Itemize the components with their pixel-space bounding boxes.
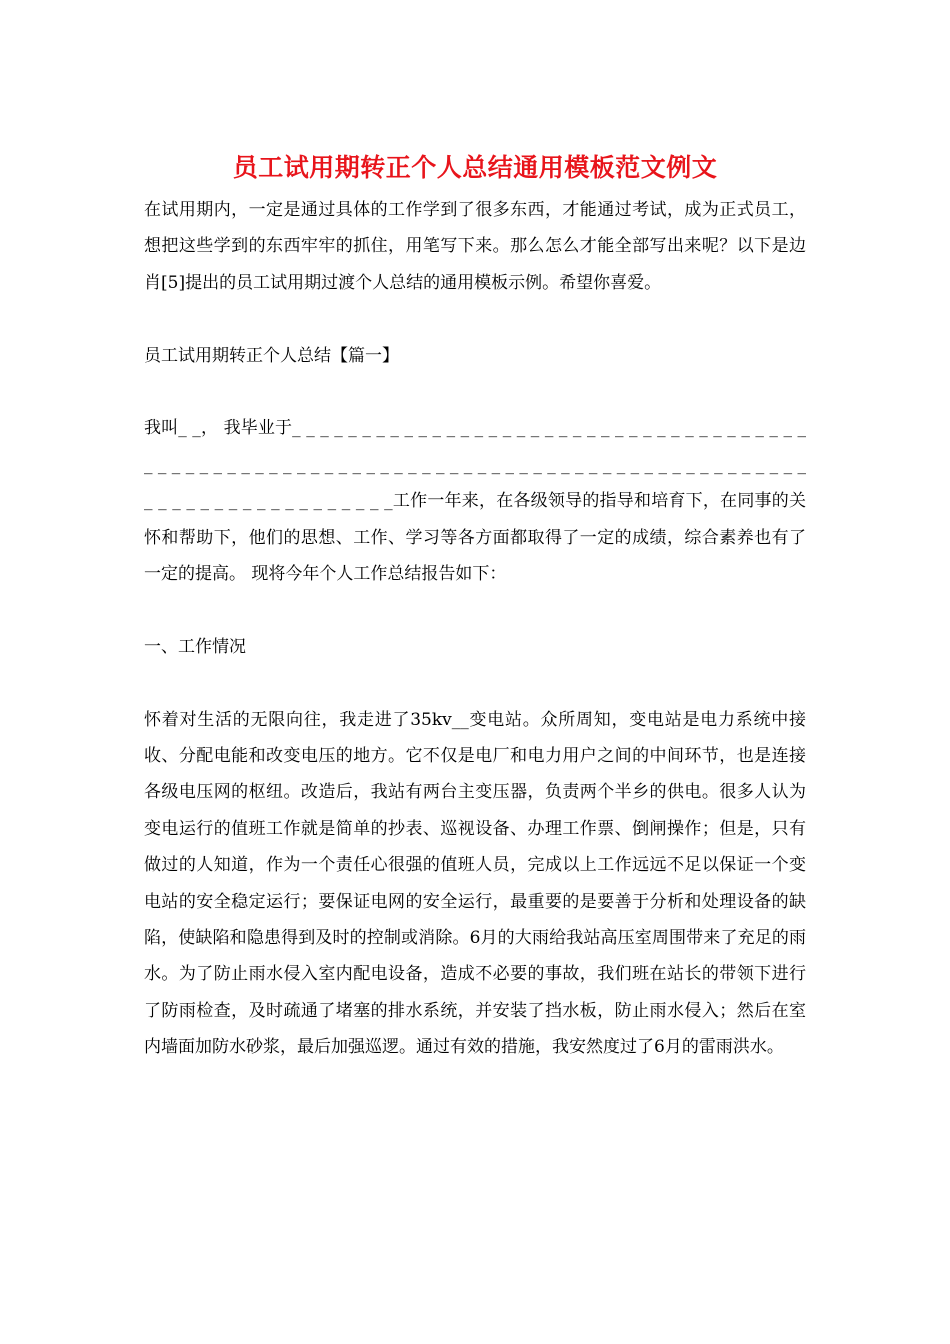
intro-paragraph: 在试用期内，一定是通过具体的工作学到了很多东西，才能通过考试，成为正式员工，想把这些学到的东西牢牢的抓住，用笔写下来。那么怎么才能全部写出来呢？以下是边肖[5]提出的员工试用期过渡个人总结的通用模板示例。希望你喜爱。	[144, 200, 806, 293]
fill-in-blank: _ _ _ _ _ _ _ _ _ _ _ _ _ _ _ _ _ _ _ _ _ _ _ _ _ _ _ _ _ _ _ _ _ _ _ _ _ _ _ _ _ _ _ _ _ _ _ _ _ _ _ _ _ _ _ _ _ _ _ _ _ _ _ _ _ _ _ _ _ _ _ _ _ _ _ _ _ _ _ _ _ _ _ _ _ _ _ _ _ _ _ _ _ _ _ _ _ _ _ _ _ _ _	[144, 418, 806, 512]
self-intro-prefix: 我叫_ _， 我毕业于	[144, 418, 293, 439]
self-intro-paragraph	[144, 410, 806, 592]
paragraph-spacer	[144, 665, 806, 701]
subheading-work-situation: 一、工作情况	[144, 636, 246, 657]
document-title: 员工试用期转正个人总结通用模板范文例文	[232, 153, 718, 182]
self-intro-rest: 工作一年来，在各级领导的指导和培育下，在同事的关怀和帮助下，他们的思想、工作、学习等各方面都取得了一定的成绩，综合素养也有了一定的提高。 现将今年个人工作总结报告如下：	[144, 491, 806, 585]
paragraph-spacer	[144, 592, 806, 628]
paragraph-spacer	[144, 301, 806, 337]
document-body	[144, 192, 806, 1066]
section-heading: 员工试用期转正个人总结【篇一】	[144, 345, 399, 366]
work-situation-paragraph: 怀着对生活的无限向往，我走进了35kv__变电站。众所周知，变电站是电力系统中接收、分配电能和改变电压的地方。它不仅是电厂和电力用户之间的中间环节，也是连接各级电压网的枢纽。改造后，我站有两台主变压器，负责两个半乡的供电。很多人认为变电运行的值班工作就是简单的抄表、巡视设备、办理工作票、倒闸操作；但是，只有做过的人知道，作为一个责任心很强的值班人员，完成以上工作远远不足以保证一个变电站的安全稳定运行；要保证电网的安全运行，最重要的是要善于分析和处理设备的缺陷，使缺陷和隐患得到及时的控制或消除。6月的大雨给我站高压室周围带来了充足的雨水。为了防止雨水侵入室内配电设备，造成不必要的事故，我们班在站长的带领下进行了防雨检查，及时疏通了堵塞的排水系统，并安装了挡水板，防止雨水侵入；然后在室内墙面加防水砂浆，最后加强巡逻。通过有效的措施，我安然度过了6月的雷雨洪水。	[144, 709, 806, 1058]
paragraph-spacer	[144, 374, 806, 410]
